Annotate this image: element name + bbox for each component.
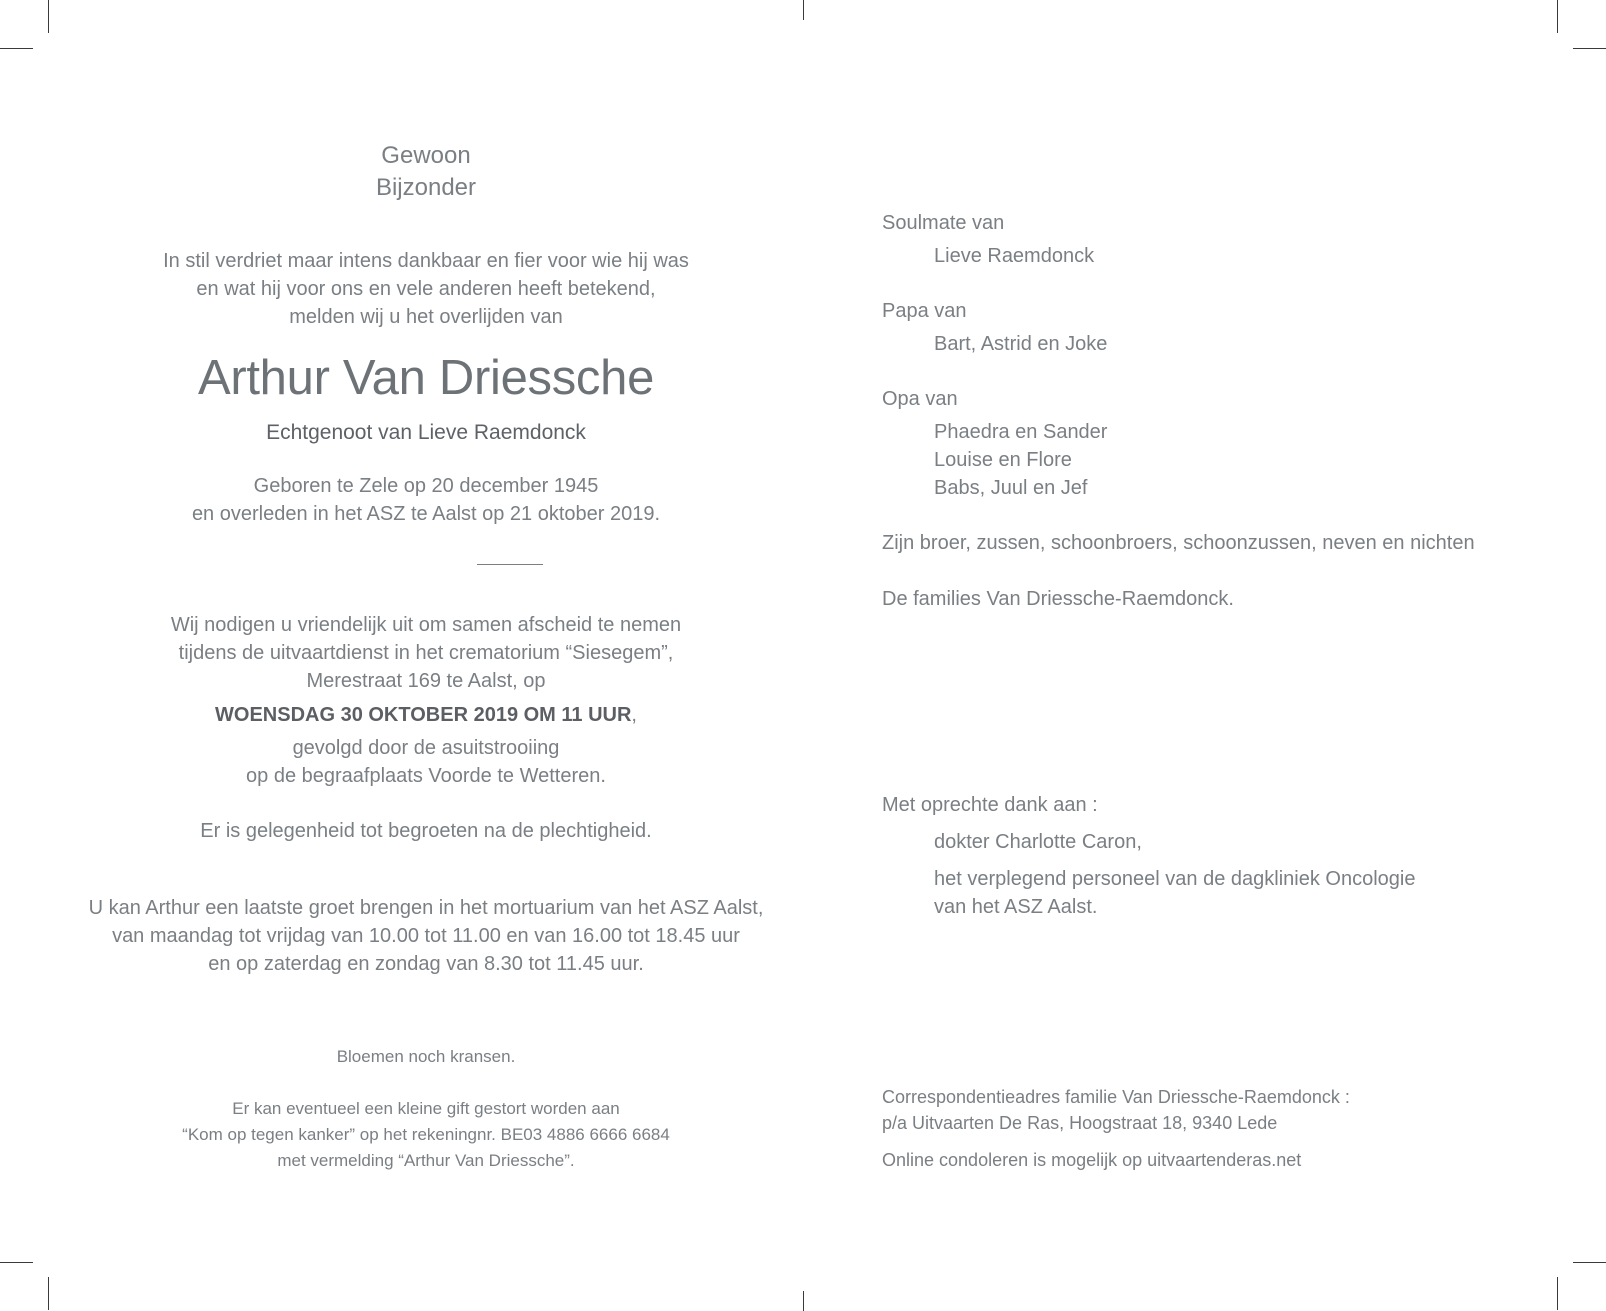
crop-mark [0, 1262, 33, 1263]
service-date-suffix: , [631, 704, 637, 726]
thanks-line: van het ASZ Aalst. [934, 896, 1098, 918]
service-date: WOENSDAG 30 OKTOBER 2019 OM 11 UUR [215, 704, 632, 726]
correspondence-line: p/a Uitvaarten De Ras, Hoogstraat 18, 9340 Lede [882, 1113, 1278, 1133]
crop-mark [48, 0, 49, 33]
mortuary-line: en op zaterdag en zondag van 8.30 tot 11.45 uur. [208, 953, 644, 975]
grandchildren-line: Phaedra en Sander [934, 421, 1108, 443]
invite-line: Wij nodigen u vriendelijk uit om samen afscheid te nemen [170, 614, 682, 636]
motto-line: Bijzonder [375, 174, 477, 201]
crop-mark [1557, 1277, 1558, 1310]
online-condolence-line: Online condoleren is mogelijk op uitvaartenderas.net [882, 1150, 1302, 1170]
mortuary-line: U kan Arthur een laatste groet brengen in het mortuarium van het ASZ Aalst, [88, 897, 764, 919]
flowers-line: Bloemen noch kransen. [336, 1047, 516, 1066]
papa-label: Papa van [882, 300, 967, 322]
siblings-line: Zijn broer, zussen, schoonbroers, schoonzussen, neven en nichten [882, 532, 1475, 554]
crop-mark [803, 1291, 804, 1311]
thanks-line: het verplegend personeel van de dagkliniek Oncologie [934, 868, 1416, 890]
papa-names: Bart, Astrid en Joke [934, 333, 1108, 355]
intro-line: melden wij u het overlijden van [289, 306, 563, 328]
crop-mark [1557, 0, 1558, 33]
soulmate-name: Lieve Raemdonck [934, 245, 1095, 267]
birth-line: Geboren te Zele op 20 december 1945 [253, 475, 599, 497]
followed-line: op de begraafplaats Voorde te Wetteren. [246, 765, 606, 787]
followed-line: gevolgd door de asuitstrooiing [292, 737, 560, 759]
invite-line: tijdens de uitvaartdienst in het crematorium “Siesegem”, [178, 642, 674, 664]
death-line: en overleden in het ASZ te Aalst op 21 oktober 2019. [191, 503, 661, 525]
grandchildren-line: Louise en Flore [934, 449, 1072, 471]
gift-line: Er kan eventueel een kleine gift gestort worden aan [232, 1099, 620, 1118]
grandchildren-line: Babs, Juul en Jef [934, 477, 1088, 499]
crop-mark [0, 48, 33, 49]
spouse-line: Echtgenoot van Lieve Raemdonck [266, 421, 586, 444]
correspondence-line: Correspondentieadres familie Van Driessche-Raemdonck : [882, 1087, 1350, 1107]
soulmate-label: Soulmate van [882, 212, 1005, 234]
opa-label: Opa van [882, 388, 958, 410]
divider [477, 564, 543, 565]
intro-line: In stil verdriet maar intens dankbaar en fier voor wie hij was [163, 250, 689, 272]
thanks-label: Met oprechte dank aan : [882, 794, 1098, 816]
gift-line: met vermelding “Arthur Van Driessche”. [277, 1151, 575, 1170]
motto-line: Gewoon [381, 142, 471, 169]
crop-mark [1573, 1262, 1606, 1263]
condolence-line: Er is gelegenheid tot begroeten na de plechtigheid. [200, 820, 652, 842]
service-date-line [84, 704, 768, 727]
crop-mark [48, 1277, 49, 1310]
intro-line: en wat hij voor ons en vele anderen heeft betekend, [196, 278, 656, 300]
crop-mark [803, 0, 804, 20]
families-line: De families Van Driessche-Raemdonck. [882, 588, 1234, 610]
gift-line: “Kom op tegen kanker” op het rekeningnr. BE03 4886 6666 6684 [182, 1125, 670, 1144]
deceased-name: Arthur Van Driessche [197, 351, 655, 405]
invite-line: Merestraat 169 te Aalst, op [306, 670, 546, 692]
crop-mark [1573, 48, 1606, 49]
mortuary-line: van maandag tot vrijdag van 10.00 tot 11.00 en van 16.00 tot 18.45 uur [112, 925, 740, 947]
thanks-line: dokter Charlotte Caron, [934, 831, 1142, 853]
